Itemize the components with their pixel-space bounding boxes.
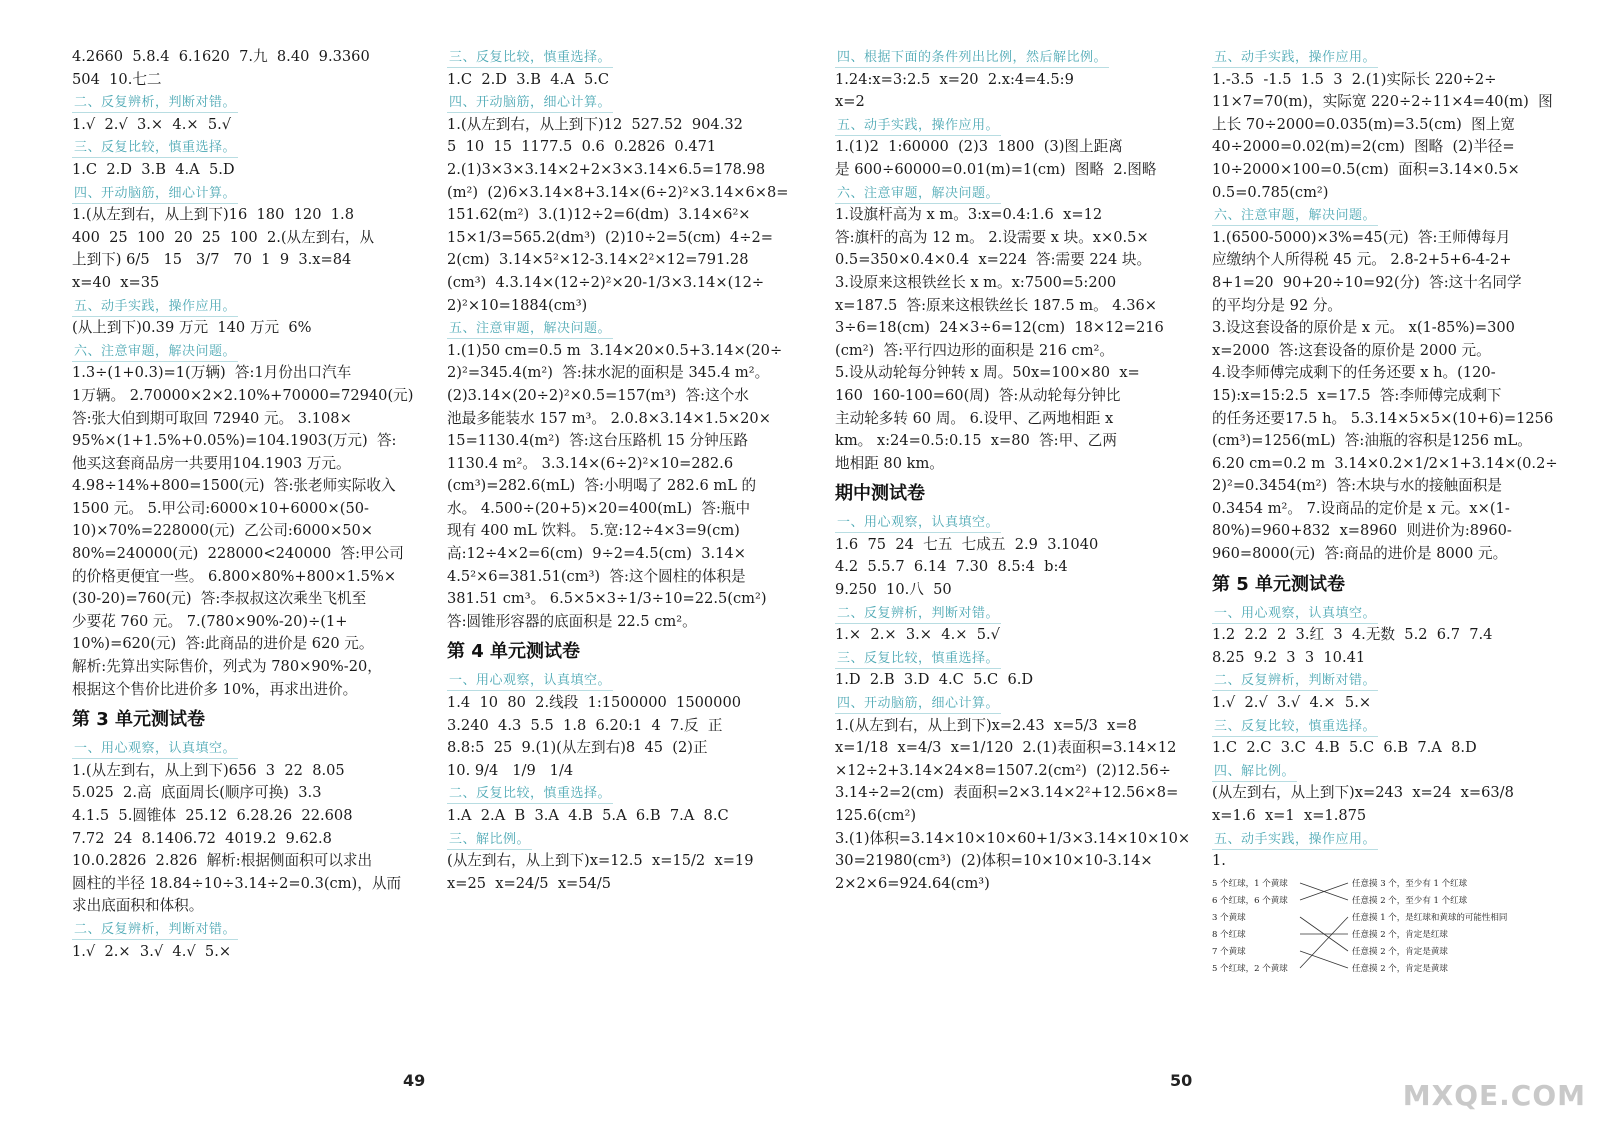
answer-line: 少要花 760 元。 7.(780×90%-20)÷(1+ (72, 612, 348, 630)
diagram-left-label: 5 个红球，2 个黄球 (1212, 963, 1288, 974)
answer-line: 1.设旗杆高为 x m。3:x=0.4:1.6 x=12 (835, 206, 1103, 224)
answer-line: ×12÷2+3.14×24×8=1507.2(cm²) (2)12.56÷ (835, 761, 1171, 779)
diagram-left-label: 3 个黄球 (1212, 912, 1246, 923)
answer-line: 8.8:5 25 9.(1)(从左到右)8 45 (2)正 (447, 739, 708, 757)
answer-line: 2)²=345.4(m²) 答:抹水泥的面积是 345.4 m²。 (447, 364, 770, 382)
page-number-right: 50 (1170, 1071, 1193, 1090)
answer-line: 15×1/3=565.2(dm³) (2)10÷2=5(cm) 4÷2= (447, 228, 773, 246)
section-heading: 五、动手实践，操作应用。 (835, 117, 1001, 136)
answer-line: x=1/18 x=4/3 x=1/120 2.(1)表面积=3.14×12 (835, 739, 1177, 757)
answer-line: 根据这个售价比进价多 10%，再求出进价。 (72, 680, 358, 698)
section-heading: 五、动手实践，操作应用。 (1212, 831, 1378, 850)
answer-line: km。 x:24=0.5:0.15 x=80 答:甲、乙两 (835, 432, 1117, 450)
answer-line: 3.14÷2=2(cm) 表面积=2×3.14×2²+12.56×8= (835, 784, 1179, 802)
section-heading: 一、用心观察，认真填空。 (447, 672, 613, 691)
answer-line: 答:圆锥形容器的底面积是 22.5 cm²。 (447, 612, 697, 630)
answer-line: 圆柱的半径 18.84÷10÷3.14÷2=0.3(cm)，从而 (72, 874, 402, 892)
answer-line: 381.51 cm³。 6.5×5×3÷1/3÷10=22.5(cm²) (447, 590, 767, 608)
answer-line: 上长 70÷2000=0.035(m)=3.5(cm) 图上宽 (1212, 115, 1515, 133)
answer-line: 1.(从左到右，从上到下)12 527.52 904.32 (447, 115, 743, 133)
answer-line: x=40 x=35 (72, 273, 160, 291)
answer-line: 上到下) 6/5 15 3/7 70 1 9 3.x=84 (72, 251, 352, 269)
answer-line: 地相距 80 km。 (835, 454, 944, 472)
answer-line: 1.(从左到右，从上到下)656 3 22 8.05 (72, 761, 345, 779)
diagram-right-label: 任意摸 2 个，肯定是黄球 (1352, 963, 1448, 974)
answer-line: 400 25 100 20 25 100 2.(从左到右，从 (72, 228, 375, 246)
answer-line: 11×7=70(m)，实际宽 220÷2÷11×4=40(m) 图 (1212, 93, 1553, 111)
answer-line: 10. 9/4 1/9 1/4 (447, 761, 574, 779)
answer-line: 6.20 cm=0.2 m 3.14×0.2×1/2×1+3.14×(0.2÷ (1212, 454, 1558, 472)
answer-line: 30=21980(cm³) (2)体积=10×10×10-3.14× (835, 852, 1153, 870)
section-heading: 二、反复辨析，判断对错。 (72, 921, 238, 940)
unit-4-title: 第 4 单元测试卷 (447, 641, 581, 663)
section-heading: 五、动手实践，操作应用。 (72, 298, 238, 317)
watermark-logo: MXQE.COM (1402, 1079, 1586, 1112)
answer-line: x=2000 答:这套设备的原价是 2000 元。 (1212, 341, 1491, 359)
answer-line: 1万辆。 2.70000×2×2.10%+70000=72940(元) (72, 386, 414, 404)
answer-line: 1.C 2.D 3.B 4.A 5.D (72, 160, 235, 178)
answer-line: 1. (1212, 852, 1226, 870)
answer-line: 的价格更便宜一些。 6.800×80%+800×1.5%× (72, 567, 397, 585)
answer-line: 2)²×10=1884(cm³) (447, 296, 588, 314)
answer-line: (cm³)=282.6(mL) 答:小明喝了 282.6 mL 的 (447, 477, 757, 495)
answer-line: 10.0.2826 2.826 解析:根据侧面积可以求出 (72, 852, 373, 870)
answer-line: 5.025 2.高 底面周长(顺序可换) 3.3 (72, 784, 322, 802)
column-3 (835, 46, 1195, 895)
answer-line: 1.4 10 80 2.线段 1:1500000 1500000 (447, 694, 742, 712)
section-heading: 二、反复辨析，判断对错。 (835, 605, 1001, 624)
answer-line: 3.(1)体积=3.14×10×10×60+1/3×3.14×10×10× (835, 829, 1191, 847)
unit-3-title: 第 3 单元测试卷 (72, 709, 206, 731)
answer-line: 解析:先算出实际售价，列式为 780×90%-20， (72, 658, 382, 676)
answer-line: 5.设从动轮每分钟转 x 周。50x=100×80 x= (835, 364, 1140, 382)
answer-line: 应缴纳个人所得税 45 元。 2.8-2+5+6-4-2+ (1212, 251, 1512, 269)
answer-line: 1.(6500-5000)×3%=45(元) 答:王师傅每月 (1212, 228, 1511, 246)
answer-line: 8.25 9.2 3 3 10.41 (1212, 648, 1366, 666)
answer-line: 10%)=620(元) 答:此商品的进价是 620 元。 (72, 635, 374, 653)
diagram-left-label: 7 个黄球 (1212, 946, 1246, 957)
answer-line: 1.× 2.× 3.× 4.× 5.√ (835, 626, 1000, 644)
midterm-title: 期中测试卷 (835, 483, 925, 505)
answer-line: 160 160-100=60(周) 答:从动轮每分钟比 (835, 386, 1121, 404)
answer-line: 80%=240000(元) 228000<240000 答:甲公司 (72, 545, 404, 563)
diagram-left-label: 5 个红球，1 个黄球 (1212, 878, 1288, 889)
answer-line: 答:张大伯到期可取回 72940 元。 3.108× (72, 409, 352, 427)
answer-line: 1.24:x=3:2.5 x=20 2.x:4=4.5:9 (835, 70, 1074, 88)
answer-line: 504 10.七二 (72, 70, 162, 88)
answer-line: (cm³) 4.3.14×(12÷2)²×20-1/3×3.14×(12÷ (447, 273, 765, 291)
answer-line: 3.设原来这根铁丝长 x m。x:7500=5:200 (835, 273, 1117, 291)
answer-line: (cm²) 答:平行四边形的面积是 216 cm²。 (835, 341, 1114, 359)
diagram-right-label: 任意摸 1 个，是红球和黄球的可能性相同 (1352, 912, 1508, 923)
answer-line: 1.3÷(1+0.3)=1(万辆) 答:1月份出口汽车 (72, 364, 352, 382)
section-heading: 五、动手实践，操作应用。 (1212, 49, 1378, 68)
answer-line: (30-20)=760(元) 答:李叔叔这次乘坐飞机至 (72, 590, 367, 608)
answer-line: 2.(1)3×3×3.14×2+2×3×3.14×6.5=178.98 (447, 160, 766, 178)
section-heading: 六、注意审题，解决问题。 (72, 343, 238, 362)
diagram-right-label: 任意摸 2 个，肯定是黄球 (1352, 946, 1448, 957)
section-heading: 四、解比例。 (1212, 763, 1297, 782)
column-4 (1212, 46, 1572, 994)
section-heading: 四、根据下面的条件列出比例，然后解比例。 (835, 49, 1109, 68)
answer-line: 主动轮多转 60 周。 6.设甲、乙两地相距 x (835, 409, 1114, 427)
answer-line: 1.(1)50 cm=0.5 m 3.14×20×0.5+3.14×(20÷ (447, 341, 783, 359)
column-2 (447, 46, 807, 895)
answer-line: 1.A 2.A B 3.A 4.B 5.A 6.B 7.A 8.C (447, 807, 729, 824)
answer-line: 4.98÷14%+800=1500(元) 答:张老师实际收入 (72, 477, 396, 495)
answer-line: 他买这套商品房一共要用104.1903 万元。 (72, 454, 351, 472)
section-heading: 四、开动脑筋，细心计算。 (72, 185, 238, 204)
diagram-left-label: 8 个红球 (1212, 929, 1246, 940)
answer-line: 3.240 4.3 5.5 1.8 6.20:1 4 7.反 正 (447, 716, 723, 734)
answer-line: 151.62(m²) 3.(1)12÷2=6(dm) 3.14×6²× (447, 206, 751, 224)
answer-line: 960=8000(元) 答:商品的进价是 8000 元。 (1212, 545, 1508, 563)
answer-line: 5 10 15 1177.5 0.6 0.2826 0.471 (447, 138, 717, 156)
answer-line: 4.1.5 5.圆锥体 25.12 6.28.26 22.608 (72, 807, 353, 824)
section-heading: 三、反复比较，慎重选择。 (72, 139, 238, 158)
section-heading: 一、用心观察，认真填空。 (72, 740, 238, 759)
diagram-right-label: 任意摸 2 个，肯定是红球 (1352, 929, 1448, 940)
section-heading: 五、注意审题，解决问题。 (447, 320, 613, 339)
diagram-connector-line (1300, 917, 1348, 968)
answer-line: 池最多能装水 157 m³。 2.0.8×3.14×1.5×20× (447, 409, 771, 427)
section-heading: 一、用心观察，认真填空。 (1212, 605, 1378, 624)
section-heading: 四、开动脑筋，细心计算。 (835, 695, 1001, 714)
answer-line: 1.C 2.C 3.C 4.B 5.C 6.B 7.A 8.D (1212, 739, 1477, 757)
answer-line: 1.(1)2 1:60000 (2)3 1800 (3)图上距离 (835, 138, 1123, 156)
section-heading: 三、反复比较，慎重选择。 (1212, 718, 1378, 737)
answer-line: x=2 (835, 93, 865, 111)
section-heading: 二、反复辨析，判断对错。 (72, 94, 238, 113)
answer-line: 10)×70%=228000(元) 乙公司:6000×50× (72, 522, 373, 540)
matching-diagram (1212, 875, 1542, 987)
answer-line: (cm³)=1256(mL) 答:油瓶的容积是1256 mL。 (1212, 432, 1532, 450)
answer-line: 是 600÷60000=0.01(m)=1(cm) 图略 2.图略 (835, 160, 1157, 178)
answer-line: 的平均分是 92 分。 (1212, 296, 1343, 314)
answer-line: 10÷2000×100=0.5(cm) 面积=3.14×0.5× (1212, 160, 1520, 178)
answer-line: (从上到下)0.39 万元 140 万元 6% (72, 319, 312, 337)
section-heading: 四、开动脑筋，细心计算。 (447, 94, 613, 113)
answer-line: 2)²=0.3454(m²) 答:木块与水的接触面积是 (1212, 477, 1502, 495)
section-heading: 六、注意审题，解决问题。 (1212, 207, 1378, 226)
section-heading: 三、反复比较，慎重选择。 (835, 650, 1001, 669)
answer-line: 8+1=20 90+20÷10=92(分) 答:这十名同学 (1212, 273, 1522, 291)
answer-line: 15):x=15:2.5 x=17.5 答:李师傅完成剩下 (1212, 386, 1502, 404)
answer-line: 125.6(cm²) (835, 807, 917, 824)
answer-line: 的任务还要17.5 h。 5.3.14×5×5×(10+6)=1256 (1212, 409, 1554, 427)
answer-line: 80%)=960+832 x=8960 则进价为:8960- (1212, 522, 1512, 540)
answer-line: 1500 元。 5.甲公司:6000×10+6000×(50- (72, 499, 369, 517)
answer-line: (2)3.14×(20÷2)²×0.5=157(m³) 答:这个水 (447, 386, 749, 404)
answer-line: 1.√ 2.√ 3.× 4.× 5.√ (72, 115, 232, 133)
answer-line: 现有 400 mL 饮料。 5.宽:12÷4×3=9(cm) (447, 522, 740, 540)
answer-line: 水。 4.500÷(20+5)×20=400(mL) 答:瓶中 (447, 499, 751, 517)
answer-line: (从左到右，从上到下)x=12.5 x=15/2 x=19 (447, 852, 754, 870)
answer-line: 1.2 2.2 2 3.红 3 4.无数 5.2 6.7 7.4 (1212, 626, 1493, 644)
column-1 (72, 46, 432, 963)
answer-line: 4.设李师傅完成剩下的任务还要 x h。(120- (1212, 364, 1496, 382)
answer-line: x=25 x=24/5 x=54/5 (447, 874, 612, 892)
answer-line: 1.-3.5 -1.5 1.5 3 2.(1)实际长 220÷2÷ (1212, 70, 1497, 88)
answer-line: 1.√ 2.× 3.√ 4.√ 5.× (72, 942, 232, 960)
page-number-left: 49 (403, 1071, 426, 1090)
answer-line: (m²) (2)6×3.14×8+3.14×(6÷2)²×3.14×6×8= (447, 183, 789, 201)
answer-line: 1.(从左到右，从上到下)x=2.43 x=5/3 x=8 (835, 716, 1137, 734)
answer-line: 2×2×6=924.64(cm³) (835, 874, 990, 892)
section-heading: 一、用心观察，认真填空。 (835, 514, 1001, 533)
answer-line: 15=1130.4(m²) 答:这台压路机 15 分钟压路 (447, 432, 748, 450)
diagram-right-label: 任意摸 2 个，至少有 1 个红球 (1352, 895, 1468, 906)
diagram-left-label: 6 个红球，6 个黄球 (1212, 895, 1288, 906)
answer-line: 2(cm) 3.14×5²×12-3.14×2²×12=791.28 (447, 251, 749, 269)
diagram-connector-line (1300, 951, 1348, 968)
answer-line: 1.C 2.D 3.B 4.A 5.C (447, 70, 610, 88)
answer-line: (从左到右，从上到下)x=243 x=24 x=63/8 (1212, 784, 1514, 802)
answer-line: 7.72 24 8.1406.72 4019.2 9.62.8 (72, 829, 332, 847)
answer-line: 0.5=0.785(cm²) (1212, 183, 1329, 201)
section-heading: 三、解比例。 (447, 831, 532, 850)
answer-line: 1130.4 m²。 3.3.14×(6÷2)²×10=282.6 (447, 454, 734, 472)
answer-line: 1.D 2.B 3.D 4.C 5.C 6.D (835, 671, 1034, 689)
answer-line: 1.6 75 24 七五 七成五 2.9 3.1040 (835, 535, 1099, 553)
unit-5-title: 第 5 单元测试卷 (1212, 573, 1346, 595)
answer-line: 求出底面积和体积。 (72, 897, 204, 915)
answer-line: 4.5²×6=381.51(cm³) 答:这个圆柱的体积是 (447, 567, 746, 585)
answer-line: 95%×(1+1.5%+0.05%)=104.1903(万元) 答: (72, 432, 397, 450)
answer-line: 答:旗杆的高为 12 m。 2.设需要 x 块。x×0.5× (835, 228, 1149, 246)
answer-line: 4.2 5.5.7 6.14 7.30 8.5:4 b:4 (835, 558, 1068, 576)
section-heading: 三、反复比较，慎重选择。 (447, 49, 613, 68)
answer-line: 0.3454 m²。 7.设商品的定价是 x 元。x×(1- (1212, 499, 1510, 517)
answer-line: 高:12÷4×2=6(cm) 9÷2=4.5(cm) 3.14× (447, 545, 746, 563)
section-heading: 六、注意审题，解决问题。 (835, 185, 1001, 204)
answer-line: x=187.5 答:原来这根铁丝长 187.5 m。 4.36× (835, 296, 1158, 314)
diagram-right-label: 任意摸 3 个，至少有 1 个红球 (1352, 878, 1468, 889)
answer-line: 1.√ 2.√ 3.√ 4.× 5.× (1212, 694, 1372, 712)
answer-line: 4.2660 5.8.4 6.1620 7.九 8.40 9.3360 (72, 48, 370, 65)
answer-line: x=1.6 x=1 x=1.875 (1212, 807, 1367, 824)
answer-line: 3.设这套设备的原价是 x 元。 x(1-85%)=300 (1212, 319, 1515, 337)
answer-line: 40÷2000=0.02(m)=2(cm) 图略 (2)半径= (1212, 138, 1515, 156)
answer-line: 3÷6=18(cm) 24×3÷6=12(cm) 18×12=216 (835, 319, 1164, 337)
answer-line: 0.5=350×0.4×0.4 x=224 答:需要 224 块。 (835, 251, 1152, 269)
answer-line: 9.250 10.八 50 (835, 581, 952, 599)
section-heading: 二、反复辨析，判断对错。 (1212, 672, 1378, 691)
section-heading: 二、反复比较，慎重选择。 (447, 785, 613, 804)
answer-line: 1.(从左到右，从上到下)16 180 120 1.8 (72, 206, 354, 224)
